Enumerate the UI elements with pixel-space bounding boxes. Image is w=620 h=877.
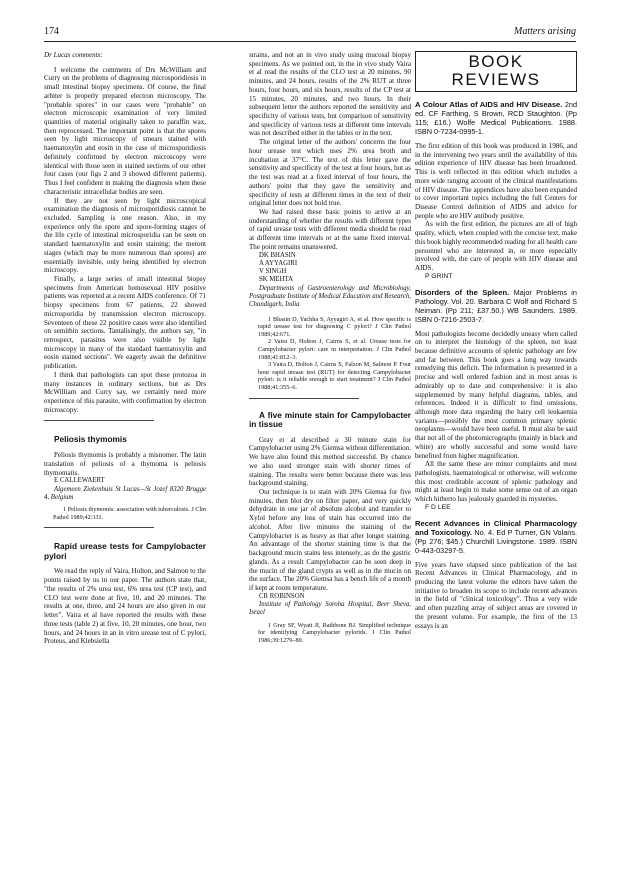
author-affiliation: Algemeen Ziekenhuis St Lucas—St Jozef 8320 Brugge 4, Belgium [44,485,206,501]
author-name: V SINGH [259,268,287,276]
review-heading [415,100,577,136]
column-right [415,51,577,630]
reference: 1 Gray SF, Wyatt JI, Rathbone BJ. Simplified technique for identifying Campylobacter pylorids. J Clin Pathol 1986;39:1279–80. [258,621,411,644]
reply-paragraph: Finally, a large series of small intestinal biopsy specimens from American homosexual HIV positive patients was reported at a recent AIDS conference. Of 71 biopsy specimens from 67 patients, 22 showed microsporidia by transmission electron microscopy. Seventeen of these 22 positive cases were also identified on semithin sections. Tantalisingly, the authors say, "in retrospect, parasites were also visible by light microscopy in many of the standard haematoxylin and eosin stained sections". We eagerly await the definitive publication. [44,274,206,371]
review-paragraph: Most pathologists become decidedly uneasy when called on to interpret the histology of the spleen, not least because definitive accounts of splenic pathology are few and far between. This book goes a long way towards remedying this deficit. The information is presented in a precise and well ordered fashion and in most areas is admirably up to date and comprehensive: it is also supplemented by many helpful diagrams, tables, and references. Indeed it is difficult to find omissions, although more data regarding the hairy cell leukaemia variants—possibly the most common primary splenic neoplasms—would have been useful. It must also be said that not all of the photomicrographs (mainly in black and white) are wholly successful and some would have benefited from higher magnification. [415,329,577,460]
article-paragraph: The original letter of the authors' concerns the four hour urease test which uses 2% urea broth and incubation at 37°C. The text of this letter gave the sensitivity and specificity of the test at four hours, but as the test was read at a fixed interval of four hours, the authors' point that they gave the sensitivity and specificity of tests at different times in the text of their original letter does not hold true. [249,138,411,208]
author-name: DK BHASIN [259,251,296,259]
article-paragraph: Peliosis thymomis is probably a misnomer. The latin translation of peliosis of a thymoma is peliosis thymomatis. [44,451,206,477]
article-paragraph: We had raised these basic points to arrive at an understanding of whether the results with different types of rapid urease tests with different media should be read at different time intervals or at the same fixed interval. The point remains unanswered. [249,207,411,251]
author-affiliation: Institute of Pathology Soroha Hospital, Beer Sheva, Israel [249,600,411,617]
author-affiliation: Departments of Gastroenterology and Microbiology, Postgraduate Institute of Medical Education and Research, Chandigarh, India [249,284,411,309]
reference: 3 Vaira D, Holton J, Cairns S, Falzon M, Salmon P. Four hour rapid urease test (RUT) for detecting Campylobacter pylori: is it reliable enough to start treatment? J Clin Pathol 1988;41:355–6. [258,361,411,391]
review-paragraph: The first edition of this book was produced in 1986, and in the intervening two years until the availability of this edition experience of HIV disease has been broadened. This is well reflected in this edition which includes a more wide ranging account of the clinical manifestations of HIV disease. The appendices have also been expanded to cover important topics including the full Centers for Disease Control definition of AIDS and advice for people who are HIV antibody positive. [415,142,577,220]
section-divider [44,420,154,421]
review-heading [415,288,577,324]
section-divider [44,527,154,528]
page-header [44,26,576,40]
article-paragraph: We read the reply of Vaira, Holton, and Salmon to the points raised by us in our paper. The authors state that, "the results of 2% urea test, 6% urea test (CP test), and CLO test were done at five, 10, and 20 minutes. The results at one, three, and 24 hours are also given in our letter". Vaira et al have reported the results with these three tests (table 2) at five, 10, 20 minutes, one hour, two hours, and 24 hours in an in vitro urease test of C pylori, Proteus, and Klebsiella [44,567,206,646]
reply-paragraph: I welcome the comments of Drs McWilliam and Curry on the problems of diagnosing microsporidiosis in small intestinal biopsy specimens. Of course, the final arbiter is properly prepared electron microscopy. The "probable spores" in our cases were "probable" on electron microscopic examination of very limited quantities of material originally taken to paraffin wax, then reprocessed. The important point is that the spores seen by light microscopy of smears stained with haematoxylin and eosin in the case of microsporidiosis definitely confirmed by electron microscopy were identical with those seen in stained sections of our other four cases (our figs 2 and 3 showed different patients). Thus I feel confident in making the diagnosis when these characteristic intracellular bodies are seen. [44,65,206,196]
reply-intro: Dr Lucas comments: [44,51,103,59]
banner-line: REVIEWS [451,70,541,89]
reply-paragraph: I think that pathologists can spot these protozoa in many instances in ordinary sections, but as Drs McWilliam and Curry say, we certainly need more experience of this parasite, with confirmation by electron microscopy. [44,370,206,414]
author-name: SK MEHTA [259,276,294,284]
article-heading: Peliosis thymomis [54,434,127,445]
review-title: Disorders of the Spleen. [415,287,510,297]
header-rule [44,41,576,42]
reference: 2 Vaira D, Holton J, Cairns S, et al. Urease tests for Campylobacter pylori: care in interpretation. J Clin Pathol 1988;41:812–3. [258,338,411,361]
review-title: Recent Advances in Clinical Pharmacology and Toxicology. [415,518,577,537]
article-heading: A five minute stain for Campylobacter in tissue [249,409,411,430]
reference: 1 Bhasin D, Yachha S, Ayyagiri A, et al. How specific is rapid urease test for diagnosing C pylori? J Clin Pathol 1989;42:671. [258,315,411,338]
author-name: CR ROBINSON [259,592,305,600]
reviewer-name: P GRINT [425,272,453,280]
review-paragraph: As with the first edition, the pictures are all of high quality, which, when coupled with the concise text, make this book highly recommended reading for all health care personnel who are interested in, or more especially involved with, the care of people with HIV disease and AIDS. [415,220,577,273]
article-heading: Rapid urease tests for Campylobacter pylori [44,541,206,561]
banner-line: BOOK [468,52,524,71]
section-divider [249,398,359,399]
page-number: 174 [44,26,59,37]
author-name: A AYYAGIRI [259,259,298,267]
review-heading [415,519,577,555]
review-paragraph: All the same these are minor complaints and most pathologists, haematological or otherwise, will welcome this most creditable account of splenic pathology and might at least begin to make some sense out of an organ which hitherto has jealously guarded its mysteries. [415,460,577,504]
review-details: 2nd ed. CF Farthing, S Brown, RCD Staughton. (Pp 115; £16.) Wolfe Medical Publications. 1988. ISBN 0-7234-0995-1. [415,100,578,136]
review-details: Major Problems in Pathology. Vol. 20. Barbara C Wolf and Richard S Neiman. (Pp 211; £37.50.) WB Saunders. 1989. ISBN 0-7216-2503-7. [415,287,577,324]
article-paragraph: Gray et al described a 30 minute stain for Campylobacter using 2% Giemsa without differentiation. We have also found this method successful. By chance we also used stronger stain with shorter times of staining. The results were better because there was less background staining. [249,435,411,488]
article-paragraph: Our technique is to stain with 20% Giemsa for five minutes, then blot dry on filter paper, and very quickly dehydrate in one jar of absolute alcohol and transfer to Xylol before any loss of stain has occurred into the alcohol. After five minutes the staining of the Campylobacter is as heavy as that after longer staining. An advantage of the shorter staining time is that the background mucin stains less intensely, as do the gastric glands. As a result Campylobacter can be seen deep in the mucin of the gland crypts as well as in the mucin on the surface. The 20% Giemsa has a bench life of a month if kept at room temperature. [249,488,411,592]
author-name: E CALLEWAERT [54,477,105,485]
section-title: Matters arising [514,26,576,37]
review-paragraph: Five years have elapsed since publication of the last Recent Advances in Clinical Pharmacology, and in producing the latest volume the editors have taken the initiative to broaden its scope to include recent advances in the field of "clinical toxicology". Thus a very wide and often puzzling array of subject areas are covered in the present volume. For example, the first of the 13 essays is an [415,560,577,630]
reference: 1 Peliosis thymomis: association with tuberculosis. J Clin Pathol 1989;42:331. [53,506,206,521]
book-reviews-banner [415,51,577,92]
review-details: No. 4. Ed P Turner, GN Volans. (Pp 276; $45.) Churchill Livingstone. 1989. ISBN 0-443-03297-5. [415,527,578,555]
review-title: A Colour Atlas of AIDS and HIV Disease. [415,100,563,109]
column-left [44,51,206,646]
column-middle [249,51,411,644]
reply-paragraph: If they are not seen by light microscopical examination the diagnosis of microsporidiosis cannot be excluded. Sampling is one reason. Also, in my experience only the spore and spore-forming stages of the life cycle of intestinal microsporidia can be seen on standard haematoxylin and eosin staining; the meront stages (which may be more numerous than spores) are essentially invisible, only being identified by electron microscopy. [44,196,206,275]
article-paragraph: strains, and not an in vivo study using mucosal biopsy specimens. As we pointed out, in the in vivo study Vaira et al read the results of the CLO test at 20 minutes, 90 minutes, and 24 hours, results of the 2% RUT at three hours, four hours, and six hours, results of the CP test at 15 minutes, 20 minutes, and two hours. In their subsequent letter the authors reported the sensitivity and specificity of various tests, but comparison of sensitivity and specificity of various tests at different time intervals was not described either in the tables or in the text. [249,51,411,138]
reviewer-name: F D LEE [425,503,451,511]
